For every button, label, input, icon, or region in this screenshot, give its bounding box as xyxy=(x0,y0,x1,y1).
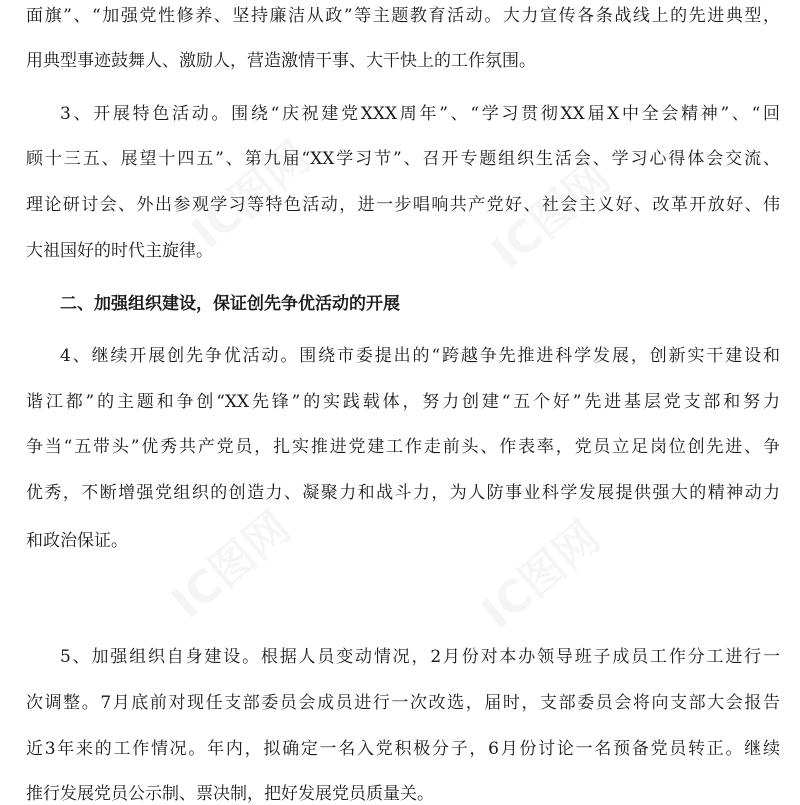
paragraph-line: 推行发展党员公示制、票决制，把好发展党员质量关。 xyxy=(26,784,434,804)
section-heading: 二、加强组织建设，保证创先争优活动的开展 xyxy=(60,294,400,314)
watermark: IC图网 xyxy=(472,511,610,639)
paragraph-line: 顾十三五、展望十四五”、第九届“XX学习节”、召开专题组织生活会、学习心得体会交流、 xyxy=(26,149,780,169)
paragraph-line: 3、开展特色活动。围绕“庆祝建党XXX周年”、“学习贯彻XX届X中全会精神”、“回 xyxy=(60,104,780,124)
watermark: IC图网 xyxy=(182,131,320,259)
watermark: IC图网 xyxy=(482,151,620,279)
watermark: IC图网 xyxy=(162,501,300,629)
paragraph-line: 理论研讨会、外出参观学习等特色活动，进一步唱响共产党好、社会主义好、改革开放好、伟 xyxy=(26,195,780,215)
paragraph-line: 用典型事迹鼓舞人、激励人，营造激情干事、大干快上的工作氛围。 xyxy=(26,51,536,71)
paragraph-line: 4、继续开展创先争优活动。围绕市委提出的“跨越争先推进科学发展，创新实干建设和 xyxy=(60,346,780,366)
paragraph-line: 近3年来的工作情况。年内，拟确定一名入党积极分子，6月份讨论一名预备党员转正。继续 xyxy=(26,739,780,759)
paragraph-line: 面旗”、“加强党性修养、坚持廉洁从政”等主题教育活动。大力宣传各条战线上的先进典型， xyxy=(26,6,780,26)
paragraph-line: 优秀，不断增强党组织的创造力、凝聚力和战斗力，为人防事业科学发展提供强大的精神动力 xyxy=(26,483,780,503)
paragraph-line: 争当“五带头”优秀共产党员，扎实推进党建工作走前头、作表率，党员立足岗位创先进、争 xyxy=(26,437,780,457)
paragraph-line: 次调整。7月底前对现任支部委员会成员进行一次改选，届时，支部委员会将向支部大会报告 xyxy=(26,693,780,713)
paragraph-line: 大祖国好的时代主旋律。 xyxy=(26,241,213,261)
paragraph-line: 谐江都”的主题和争创“XX先锋”的实践载体，努力创建“五个好”先进基层党支部和努力 xyxy=(26,392,780,412)
paragraph-line: 和政治保证。 xyxy=(26,531,128,551)
paragraph-line: 5、加强组织自身建设。根据人员变动情况，2月份对本办领导班子成员工作分工进行一 xyxy=(60,647,780,667)
